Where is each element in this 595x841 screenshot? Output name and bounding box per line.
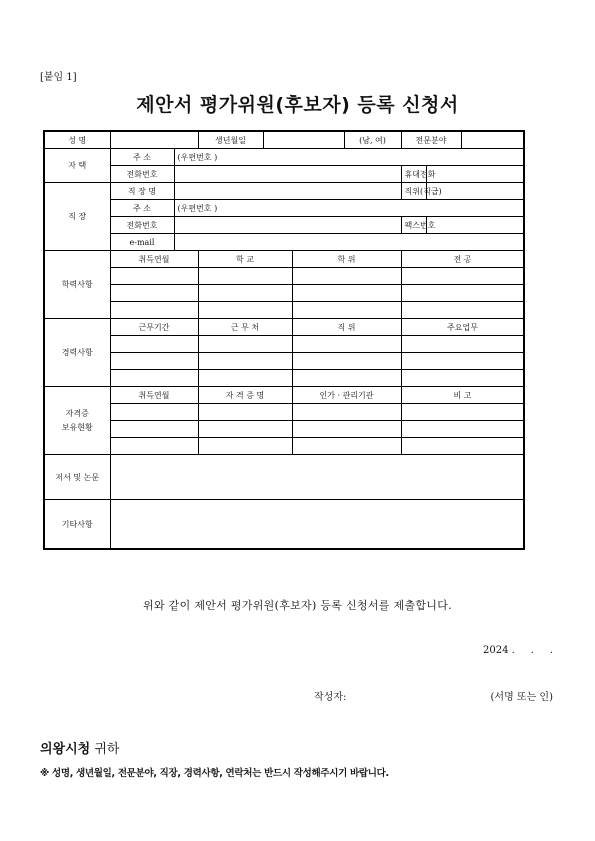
position-label: 직위(직급) bbox=[401, 183, 426, 200]
papers-field[interactable] bbox=[110, 455, 524, 500]
gender-label[interactable]: (남, 여) bbox=[344, 131, 401, 149]
table-row bbox=[44, 336, 524, 353]
education-label: 학력사항 bbox=[44, 251, 110, 319]
email-label: e-mail bbox=[110, 234, 174, 251]
name-field[interactable] bbox=[110, 131, 198, 149]
career-col-position: 직 위 bbox=[292, 319, 401, 336]
name-row bbox=[44, 131, 524, 149]
cert-col-notes: 비 고 bbox=[401, 387, 524, 404]
home-label: 자 택 bbox=[44, 149, 110, 183]
work-label: 직 장 bbox=[44, 183, 110, 251]
other-label: 기타사항 bbox=[44, 500, 110, 550]
home-phone-row bbox=[44, 166, 524, 183]
company-label: 직 장 명 bbox=[110, 183, 174, 200]
work-phone-row bbox=[44, 217, 524, 234]
signature-label: (서명 또는 인) bbox=[490, 692, 553, 703]
table-row bbox=[44, 285, 524, 302]
cert-col-date: 취득연월 bbox=[110, 387, 198, 404]
fax-label: 팩스번호 bbox=[401, 217, 426, 234]
work-address-row bbox=[44, 200, 524, 217]
statement-text: 위와 같이 제안서 평가위원(후보자) 등록 신청서를 제출합니다. bbox=[143, 599, 452, 612]
name-label: 성 명 bbox=[44, 131, 110, 149]
work-phone-field[interactable] bbox=[174, 217, 401, 234]
work-company-row bbox=[44, 183, 524, 200]
edu-col-date: 취득연월 bbox=[110, 251, 198, 268]
papers-label: 저서 및 논문 bbox=[44, 455, 110, 500]
home-postcode-label: (우편번호 ) bbox=[177, 152, 218, 162]
career-col-duties: 주요업무 bbox=[401, 319, 524, 336]
table-row bbox=[44, 353, 524, 370]
home-address-label: 주 소 bbox=[110, 149, 174, 166]
table-row bbox=[44, 302, 524, 319]
fax-field[interactable] bbox=[426, 217, 524, 234]
edu-col-degree: 학 위 bbox=[292, 251, 401, 268]
work-address-label: 주 소 bbox=[110, 200, 174, 217]
home-address-row bbox=[44, 149, 524, 166]
field-input[interactable] bbox=[461, 131, 524, 149]
mobile-field[interactable] bbox=[426, 166, 524, 183]
birth-field[interactable] bbox=[263, 131, 344, 149]
company-field[interactable] bbox=[174, 183, 401, 200]
cert-col-name: 자 격 증 명 bbox=[198, 387, 292, 404]
table-row bbox=[44, 268, 524, 285]
recipient-suffix: 귀하 bbox=[94, 742, 120, 757]
table-row bbox=[44, 404, 524, 421]
career-col-workplace: 근 무 처 bbox=[198, 319, 292, 336]
cert-header-row bbox=[44, 387, 524, 404]
edu-col-school: 학 교 bbox=[198, 251, 292, 268]
date-line[interactable]: 2024 . . . bbox=[483, 645, 553, 656]
work-address-field[interactable] bbox=[174, 200, 524, 217]
career-label: 경력사항 bbox=[44, 319, 110, 387]
work-postcode-label: (우편번호 ) bbox=[177, 203, 218, 213]
birth-label: 생년월일 bbox=[198, 131, 263, 149]
home-address-field[interactable] bbox=[174, 149, 524, 166]
edu-col-major: 전 공 bbox=[401, 251, 524, 268]
writer-label: 작성자: bbox=[314, 692, 347, 703]
education-header-row bbox=[44, 251, 524, 268]
other-row bbox=[44, 500, 524, 550]
application-form bbox=[43, 130, 525, 550]
work-phone-label: 전화번호 bbox=[110, 217, 174, 234]
cert-label-line-2: 보유현황 bbox=[61, 422, 93, 432]
cert-label bbox=[44, 387, 110, 455]
papers-row bbox=[44, 455, 524, 500]
table-row bbox=[44, 370, 524, 387]
career-header-row bbox=[44, 319, 524, 336]
notice-text: ※ 성명, 생년월일, 전문분야, 직장, 경력사항, 연락처는 반드시 작성해주시기 바랍니다. bbox=[40, 768, 389, 779]
recipient-name: 의왕시청 bbox=[40, 742, 91, 757]
table-row bbox=[44, 438, 524, 455]
attachment-label: [붙임 1] bbox=[40, 72, 77, 83]
other-field[interactable] bbox=[110, 500, 524, 550]
cert-col-authority: 인가 · 관리기관 bbox=[292, 387, 401, 404]
cert-label-line-1: 자격증 bbox=[65, 408, 89, 418]
page-title: 제안서 평가위원(후보자) 등록 신청서 bbox=[136, 94, 459, 116]
career-col-period: 근무기간 bbox=[110, 319, 198, 336]
home-phone-label: 전화번호 bbox=[110, 166, 174, 183]
field-label: 전문분야 bbox=[401, 131, 461, 149]
email-row bbox=[44, 234, 524, 251]
mobile-label: 휴대전화 bbox=[401, 166, 426, 183]
recipient-line bbox=[40, 738, 120, 757]
home-phone-field[interactable] bbox=[174, 166, 401, 183]
email-field[interactable] bbox=[174, 234, 524, 251]
table-row bbox=[44, 421, 524, 438]
